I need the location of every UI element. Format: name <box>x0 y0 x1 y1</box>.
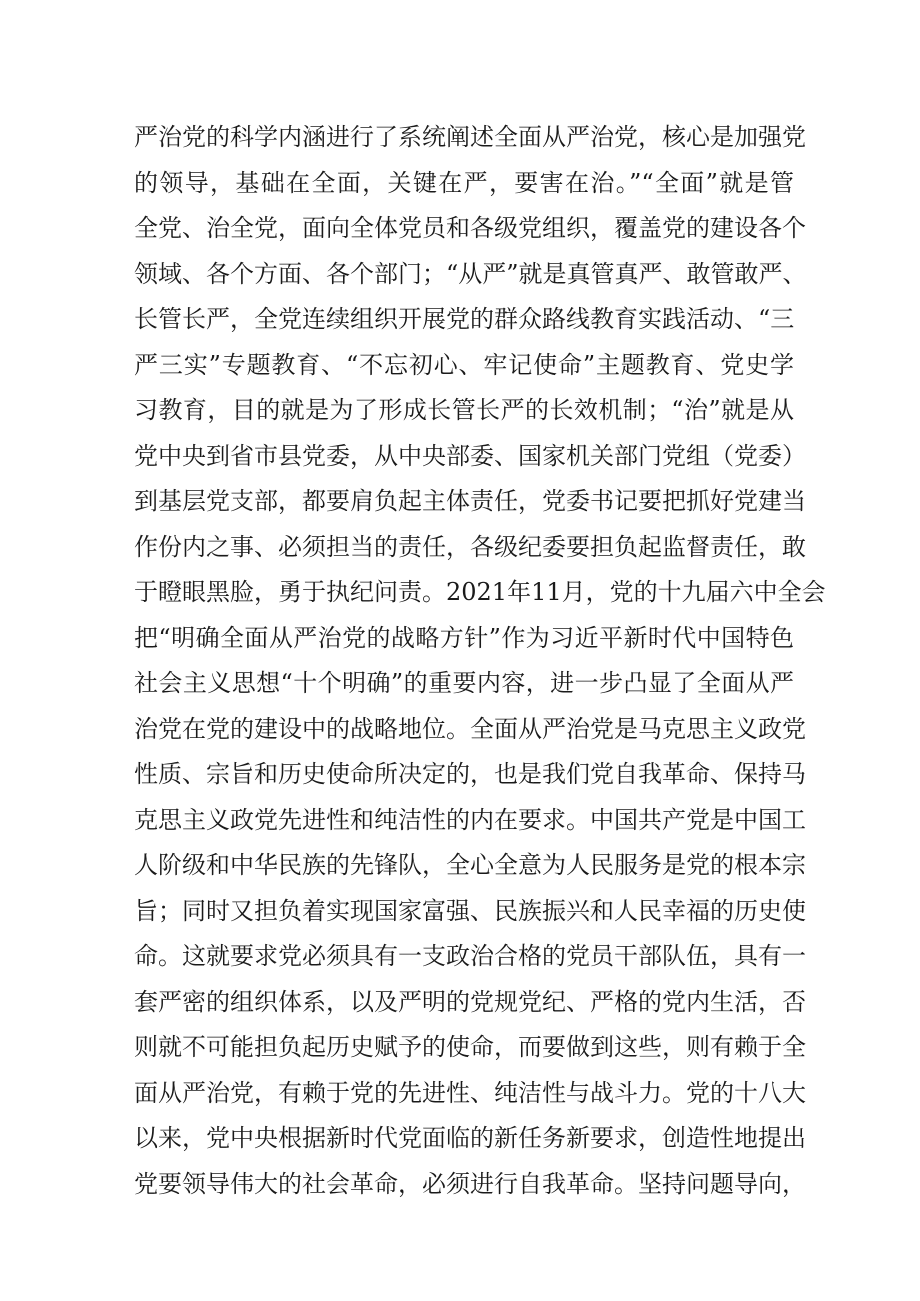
text-line: 的领导，基础在全面，关键在严，要害在治。”“全面”就是管 <box>134 168 794 197</box>
text-line: 严三实”专题教育、“不忘初心、牢记使命”主题教育、党史学 <box>134 350 794 379</box>
text-line: 把“明确全面从严治党的战略方针”作为习近平新时代中国特色 <box>134 623 794 652</box>
text-line: 套严密的组织体系，以及严明的党规党纪、严格的党内生活，否 <box>134 987 806 1016</box>
text-line: 领域、各个方面、各个部门；“从严”就是真管真严、敢管敢严、 <box>134 259 807 288</box>
text-line: 党要领导伟大的社会革命，必须进行自我革命。坚持问题导向， <box>134 1169 806 1198</box>
text-line: 克思主义政党先进性和纯洁性的内在要求。中国共产党是中国工 <box>134 805 806 834</box>
text-line: 以来，党中央根据新时代党面临的新任务新要求，创造性地提出 <box>134 1124 806 1152</box>
text-line: 面从严治党，有赖于党的先进性、纯洁性与战斗力。党的十八大 <box>134 1078 806 1107</box>
text-line: 人阶级和中华民族的先锋队，全心全意为人民服务是党的根本宗 <box>134 851 806 879</box>
text-line: 于瞪眼黑脸，勇于执纪问责。2021年11月，党的十九届六中全会 <box>134 578 826 606</box>
text-line: 则就不可能担负起历史赋予的使命，而要做到这些，则有赖于全 <box>134 1033 806 1061</box>
text-line: 党中央到省市县党委，从中央部委、国家机关部门党组（党委） <box>134 441 806 470</box>
text-line: 全党、治全党，面向全体党员和各级党组织，覆盖党的建设各个 <box>134 214 806 242</box>
text-line: 社会主义思想“十个明确”的重要内容，进一步凸显了全面从严 <box>134 669 794 697</box>
text-line: 性质、宗旨和历史使命所决定的，也是我们党自我革命、保持马 <box>134 760 806 788</box>
text-line: 旨；同时又担负着实现国家富强、民族振兴和人民幸福的历史使 <box>134 896 806 925</box>
text-line: 作份内之事、必须担当的责任，各级纪委要担负起监督责任，敢 <box>134 532 806 561</box>
body-text <box>134 115 826 1207</box>
text-line: 长管长严，全党连续组织开展党的群众路线教育实践活动、“三 <box>134 305 795 333</box>
text-line: 到基层党支部，都要肩负起主体责任，党委书记要把抓好党建当 <box>134 487 806 515</box>
text-line: 严治党的科学内涵进行了系统阐述全面从严治党，核心是加强党 <box>134 123 806 151</box>
text-line: 治党在党的建设中的战略地位。全面从严治党是马克思主义政党 <box>134 714 806 743</box>
text-line: 命。这就要求党必须具有一支政治合格的党员干部队伍，具有一 <box>134 942 806 970</box>
text-line: 习教育，目的就是为了形成长管长严的长效机制；“治”就是从 <box>134 396 794 424</box>
